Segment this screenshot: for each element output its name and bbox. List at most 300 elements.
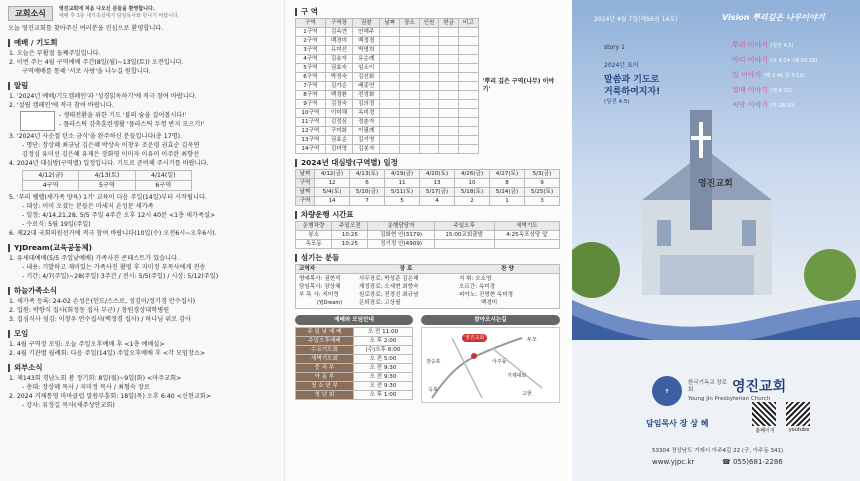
pastor: 담임목사 장 상 혜 xyxy=(646,419,709,428)
visit-cell: 구역 xyxy=(296,197,315,206)
groups-cell xyxy=(380,37,400,46)
section-groups: 구 역 xyxy=(295,8,560,16)
groups-cell xyxy=(419,91,439,100)
groups-cell xyxy=(419,28,439,37)
qr-youtube-label: youtube xyxy=(788,427,810,433)
groups-cell: 9구역 xyxy=(296,100,326,109)
denomination: 한국기독교 장로회 xyxy=(688,380,727,393)
groups-cell xyxy=(400,109,420,118)
worship-cell: 아 동 부 xyxy=(296,373,354,382)
groups-header-cell: 구역장 xyxy=(325,19,352,28)
groups-cell xyxy=(419,82,439,91)
groups-row xyxy=(296,28,479,37)
groups-cell xyxy=(419,37,439,46)
meet-item: 2. 4월 기관별 월례회: 다음 주일(14일) 주일오후예배 후 <각 모임장소> xyxy=(9,350,206,357)
notice-item: 3. '2024년 사순절 탄소 금식'을 완주하신 분들입니다(총 17명). xyxy=(9,133,183,140)
groups-cell xyxy=(380,73,400,82)
groups-cell: 14구역 xyxy=(296,145,326,154)
groups-cell: 김미영 xyxy=(325,145,352,154)
car-cell: 정기정 안(4909) xyxy=(368,240,434,249)
groups-cell xyxy=(439,46,459,55)
groups-cell: 김봉자 xyxy=(353,145,380,154)
worship-cell: 오 후 1:00 xyxy=(353,391,412,400)
visit-cell: 5/25(토) xyxy=(524,188,559,197)
visit-table xyxy=(295,169,560,206)
groups-cell: 4구역 xyxy=(296,55,326,64)
qr-code-box xyxy=(20,111,55,131)
visit-cell: 5/3(금) xyxy=(524,170,559,179)
serve-header: 장 로 xyxy=(399,266,413,272)
family-item: 1. 새가족 등록: 24-02 손성은(인도/스스로, 성김이/정기경 안수집사) xyxy=(9,298,196,305)
worship-row xyxy=(296,355,413,364)
groups-cell xyxy=(439,73,459,82)
church-building-sign: 영진교회 xyxy=(698,179,733,189)
groups-cell xyxy=(439,91,459,100)
slogan-line-2: 거룩하여지자! xyxy=(604,87,661,97)
serve-text: 부 목 사: 지미정 xyxy=(299,292,339,298)
out-item: 2. 2024 거제통영 마마클럽 말씀부흥회: 18일(목) 오후 6:40 <신현교회> xyxy=(9,393,211,400)
visit-cell: 1 xyxy=(489,197,524,206)
groups-row xyxy=(296,64,479,73)
groups-cell: 5구역 xyxy=(296,64,326,73)
menu-item: 잎 이야기 (행 2:46 창 3:13) xyxy=(732,71,805,79)
car-header-cell: 새벽기도 xyxy=(494,222,559,231)
groups-cell: 김옥연 xyxy=(325,28,352,37)
groups-cell: 이필례 xyxy=(353,127,380,136)
visit-cell: 5/24(금) xyxy=(489,188,524,197)
groups-header-cell: 헌금 xyxy=(439,19,459,28)
groups-cell xyxy=(458,55,478,64)
worship-cell: (수)오후 8:00 xyxy=(353,346,412,355)
groups-cell xyxy=(439,28,459,37)
visit-cell: 5/4(토) xyxy=(315,188,350,197)
website[interactable]: www.yjpc.kr xyxy=(652,458,695,466)
section-notice: 알림 xyxy=(8,81,276,90)
visit-cell: 14 xyxy=(315,197,350,206)
groups-cell: 백정경 xyxy=(353,37,380,46)
groups-cell xyxy=(400,55,420,64)
groups-cell: 이미해 xyxy=(325,109,352,118)
groups-cell xyxy=(400,127,420,136)
groups-cell xyxy=(458,64,478,73)
groups-cell: 11구역 xyxy=(296,118,326,127)
visit-cell: 4/20(토) xyxy=(420,170,455,179)
groups-table xyxy=(295,18,479,154)
visit-cell: 5/18(토) xyxy=(455,188,490,197)
car-table xyxy=(295,221,560,249)
car-header-cell: 운행담당자 xyxy=(368,222,434,231)
groups-row xyxy=(296,136,479,145)
visit-cell: 4/26(금) xyxy=(455,170,490,179)
visit-mini-table: 4/12(금) 4/13(토) 4/14(일) 4구역 5구역 6구역 xyxy=(22,170,192,191)
groups-cell: 권효숙 xyxy=(325,64,352,73)
groups-cell: 12구역 xyxy=(296,127,326,136)
groups-cell xyxy=(419,136,439,145)
groups-cell xyxy=(400,100,420,109)
groups-cell xyxy=(458,82,478,91)
car-row xyxy=(296,240,560,249)
news-header xyxy=(8,6,276,21)
groups-cell: 안해주 xyxy=(353,28,380,37)
news-title: 교회소식 xyxy=(8,6,53,21)
groups-cell xyxy=(400,136,420,145)
visit-row xyxy=(296,179,560,188)
visit-cell: 4/13(토) xyxy=(350,170,385,179)
section-meeting: 모임 xyxy=(8,329,276,338)
groups-row xyxy=(296,118,479,127)
groups-cell xyxy=(380,82,400,91)
groups-cell xyxy=(380,64,400,73)
groups-cell xyxy=(400,91,420,100)
motto-year: 2024년 표어 xyxy=(604,62,639,69)
yj-item: - 내용: 기발하고 재미있는 가족사진 촬영 후 지미정 부목사에게 전송 xyxy=(22,264,206,271)
welcome-line-1: 영진교회에 처음 나오신 분들을 환영합니다. xyxy=(58,6,155,12)
worship-schedule-header: 예배와 모임안내 xyxy=(295,315,413,325)
groups-cell: 유미선 xyxy=(325,46,352,55)
car-header-cell: 주일오후 xyxy=(434,222,494,231)
car-cell: 10:25 xyxy=(332,240,368,249)
groups-cell xyxy=(419,73,439,82)
qr-homepage[interactable] xyxy=(752,402,776,426)
groups-cell: 김가순 xyxy=(325,82,352,91)
groups-header-cell: 비고 xyxy=(458,19,478,28)
visit-cell: 9 xyxy=(524,179,559,188)
worship-row xyxy=(296,382,413,391)
groups-cell xyxy=(380,46,400,55)
map-label: 장승포 xyxy=(426,359,441,365)
notice-sub: - 수료식: 5월 19일(주일) xyxy=(22,221,91,228)
groups-cell: 박정숙 xyxy=(325,73,352,82)
groups-cell: 6구역 xyxy=(296,73,326,82)
groups-cell xyxy=(400,145,420,154)
groups-cell xyxy=(400,73,420,82)
groups-cell xyxy=(419,127,439,136)
groups-panel xyxy=(284,0,568,481)
groups-row xyxy=(296,37,479,46)
out-item: - 총대: 장상혜 목사 / 지미정 목사 / 최형숙 장로 xyxy=(22,384,150,391)
groups-cell: 구미화 xyxy=(325,127,352,136)
serve-text: 명예목사: 권현석 xyxy=(299,276,341,282)
worship-row xyxy=(296,328,413,337)
car-cell: 10:25 xyxy=(332,231,368,240)
out-item: 1. 제143회 경남노회 봄 정기회: 8일(월)~9일(화) <마주교회> xyxy=(9,375,182,382)
visit-cell: 10 xyxy=(455,179,490,188)
visit-cell: 4/19(금) xyxy=(385,170,420,179)
worship-row xyxy=(296,391,413,400)
groups-cell xyxy=(458,28,478,37)
worship-cell: 청 소 년 부 xyxy=(296,382,354,391)
visit-cell: 4/12(금) xyxy=(315,170,350,179)
car-cell: 봉소 xyxy=(296,231,332,240)
notice-sub: - 일정: 4/14,21,28, 5/5 주일 4주간 오후 12시 40분 <1층 새가족실> xyxy=(22,212,216,219)
notice-sub: 김정심 유미선 김은혜 유재은 장화영 이미자 이유미 이주란 최향선 xyxy=(22,151,200,158)
map-label: 옥포 xyxy=(428,387,438,393)
groups-cell: 13구역 xyxy=(296,136,326,145)
groups-cell xyxy=(400,64,420,73)
car-cell: 15:00교회출발 xyxy=(434,231,494,240)
groups-cell xyxy=(380,91,400,100)
visit-cell: 구역 xyxy=(296,179,315,188)
groups-cell xyxy=(380,55,400,64)
groups-cell xyxy=(439,109,459,118)
worship-cell: 주 일 낮 예 배 xyxy=(296,328,354,337)
groups-cell xyxy=(419,55,439,64)
groups-cell xyxy=(380,100,400,109)
section-worship: 예배 / 기도회 xyxy=(8,38,276,47)
menu-item: 뿌리 이야기 (딤전 4:5) xyxy=(732,41,794,49)
visit-cell: 7 xyxy=(350,197,385,206)
groups-cell xyxy=(458,136,478,145)
notice-item: 1. '2024년 예배/기도캠페인'과 '성경읽독하기'에 적극 참여 바랍니다. xyxy=(9,93,197,100)
section-yjdream: YJDream(교육공동체) xyxy=(8,243,276,252)
groups-row xyxy=(296,46,479,55)
groups-cell xyxy=(439,55,459,64)
groups-cell xyxy=(380,145,400,154)
groups-cell: 1구역 xyxy=(296,28,326,37)
serve-choir: 오르간: 옥미경 xyxy=(459,284,496,290)
church-logo: ✝ xyxy=(652,376,682,406)
groups-cell xyxy=(458,118,478,127)
groups-theme: '뿌리 깊은 구역(나무) 이야기' xyxy=(482,78,555,93)
qr-youtube[interactable] xyxy=(786,402,810,426)
groups-row xyxy=(296,82,479,91)
groups-cell: 김정심 xyxy=(325,118,352,127)
menu-item: 마디 이야기 (요 4:24 사6:56,58) xyxy=(732,56,818,64)
section-serve: 섬기는 분들 xyxy=(295,254,560,262)
visit-cell: 5/11(토) xyxy=(385,188,420,197)
notice-sub: - 플라스틱 감축훈련생활 '플라스틱 두껑 반지 모으기!' xyxy=(59,121,205,128)
groups-cell xyxy=(458,100,478,109)
visit-row xyxy=(296,197,560,206)
groups-cell xyxy=(419,109,439,118)
cover-panel xyxy=(572,0,860,481)
worship-item: 1. 오늘은 부활절 둘째주일입니다. xyxy=(9,50,101,57)
visit-cell: 4/27(토) xyxy=(489,170,524,179)
visit-cell: 12 xyxy=(315,179,350,188)
vision-title: Vision 뿌리깊은 나무이야기 xyxy=(722,13,825,22)
groups-cell: 정춘자 xyxy=(353,118,380,127)
groups-header-cell: 날짜 xyxy=(380,19,400,28)
visit-cell: 3 xyxy=(524,197,559,206)
serve-elder: 은퇴장로: 고상필 xyxy=(359,300,401,306)
groups-cell: 김선화 xyxy=(353,73,380,82)
serve-text: (YJDream) xyxy=(317,300,343,306)
groups-cell xyxy=(419,46,439,55)
groups-cell xyxy=(458,145,478,154)
visit-row xyxy=(296,188,560,197)
worship-cell: 청 년 회 xyxy=(296,391,354,400)
worship-cell: 오 전 9:30 xyxy=(353,364,412,373)
groups-cell xyxy=(400,37,420,46)
worship-cell: 오 전 9:30 xyxy=(353,373,412,382)
groups-row xyxy=(296,73,479,82)
yj-item: 1. 유세대예배(5/5 주일낮예배) 가족사진 콘테스트가 있습니다. xyxy=(9,255,179,262)
yj-item: - 기간: 4/7(주일)~28(주일) 3주간 / 전시: 5/5(주일) / 시상: 5/12(주일) xyxy=(22,273,219,280)
slogan-line-1: 말씀과 기도로 xyxy=(604,75,660,85)
groups-cell xyxy=(380,127,400,136)
groups-header-cell: 장소 xyxy=(400,19,420,28)
worship-row xyxy=(296,373,413,382)
groups-cell xyxy=(439,37,459,46)
car-header-cell: 운행차량 xyxy=(296,222,332,231)
groups-cell xyxy=(419,100,439,109)
groups-cell xyxy=(419,118,439,127)
notice-item: 2. '설립 캠페인'에 적극 참여 바랍니다. xyxy=(9,102,114,109)
groups-cell xyxy=(458,46,478,55)
groups-cell xyxy=(439,82,459,91)
groups-cell xyxy=(400,28,420,37)
groups-header-cell: 권찰 xyxy=(353,19,380,28)
groups-cell: 10구역 xyxy=(296,109,326,118)
groups-row xyxy=(296,109,479,118)
notice-item: 5. '푸리 웰렐(새가족 양육) 1기' 교육이 다음 주일(14일)부터 시작됩니다. xyxy=(9,194,207,201)
groups-cell: 전정화 xyxy=(353,91,380,100)
map xyxy=(421,327,560,403)
groups-row xyxy=(296,127,479,136)
groups-cell xyxy=(400,118,420,127)
serve-header: 교역자 xyxy=(299,266,316,272)
groups-cell xyxy=(458,91,478,100)
welcome-line-3: 오늘 영진교회를 찾아주신 여러분을 진심으로 환영합니다. xyxy=(8,25,164,32)
address: 53304 경상남도 거제시 아주4길 22 (구, 아주동 341) xyxy=(652,448,784,454)
groups-cell xyxy=(458,37,478,46)
groups-cell: 권효순 xyxy=(325,136,352,145)
section-outside: 외부소식 xyxy=(8,363,276,372)
map-label: 아주동 xyxy=(492,359,507,365)
groups-cell: 백경미 xyxy=(325,37,352,46)
notice-sub: - 명단: 장상혜 최규남 김은혜 박상숙 이창우 조운령 권효순 김옥연 xyxy=(22,142,200,149)
groups-cell: 7구역 xyxy=(296,82,326,91)
visit-cell: 11 xyxy=(385,179,420,188)
serve-text: 담임목사: 장상혜 xyxy=(299,284,341,290)
visit-cell: 6 xyxy=(350,179,385,188)
groups-cell xyxy=(400,82,420,91)
map-header: 찾아오시는길 xyxy=(421,315,560,325)
worship-item: 2. 이번 주는 4월 구역예배 주간(8일(월)~13일(토)) 오전입니다. xyxy=(9,59,184,66)
groups-cell xyxy=(439,127,459,136)
groups-cell xyxy=(380,118,400,127)
notice-sub: - 대상: 이미 오셨는 분들은 마세지 손성문 새가족 xyxy=(22,203,154,210)
visit-row xyxy=(296,170,560,179)
groups-cell: 8구역 xyxy=(296,91,326,100)
visit-cell: 13 xyxy=(420,179,455,188)
groups-cell xyxy=(439,136,459,145)
groups-cell: 옥미경 xyxy=(353,109,380,118)
map-label: 거제대로 xyxy=(507,373,527,379)
family-item: 3. 집심식사 섬김: 이창우 안수집사(백정경 집사) / 하나님 위로 감사 xyxy=(9,316,192,323)
visit-cell: 5/17(금) xyxy=(420,188,455,197)
menu-item: 씨앗 이야기 (마 28:20) xyxy=(732,101,796,109)
groups-cell: 박명희 xyxy=(353,46,380,55)
worship-row xyxy=(296,346,413,355)
groups-cell: 3구역 xyxy=(296,46,326,55)
groups-cell: 유순례 xyxy=(353,55,380,64)
worship-cell: 중 직 부 xyxy=(296,364,354,373)
story-label: story 1 xyxy=(604,44,625,51)
worship-cell: 새벽기도회 xyxy=(296,355,354,364)
section-car: 차량운행 시간표 xyxy=(295,211,560,219)
map-block xyxy=(421,315,560,403)
worship-cell: 주일오후예배 xyxy=(296,337,354,346)
welcome-line-2: 예배 후 1층 새가족실에서 담임목사와 만나기 바랍니다. xyxy=(58,13,180,19)
groups-cell xyxy=(458,127,478,136)
visit-cell: 4 xyxy=(420,197,455,206)
groups-cell xyxy=(439,64,459,73)
groups-cell xyxy=(439,100,459,109)
groups-cell xyxy=(400,46,420,55)
groups-cell: 배종연 xyxy=(353,82,380,91)
groups-row xyxy=(296,91,479,100)
serve-elder: 사무장로: 박성준 김은혜 xyxy=(359,276,419,282)
news-panel xyxy=(0,0,284,481)
groups-row xyxy=(296,145,479,154)
issue-date: 2024년 4월 7일(제56권 14호) xyxy=(594,16,678,23)
worship-item: 구역예배를 통해 '서로 사랑'을 나누길 원합니다. xyxy=(22,68,151,75)
serve-elder: 원로장로: 전경진 최규남 xyxy=(359,292,419,298)
slogan-ref: (딤전 4:5) xyxy=(604,99,630,105)
visit-cell: 5/10(금) xyxy=(350,188,385,197)
serve-choir: 지 휘: 오소영 xyxy=(459,276,492,282)
worship-schedule xyxy=(295,315,413,403)
section-family: 하늘가족소식 xyxy=(8,286,276,295)
groups-cell xyxy=(439,145,459,154)
story-menu xyxy=(732,38,817,113)
serve-choir: 피아노: 진명현 옥미경 xyxy=(459,292,514,298)
section-visit: 2024년 대심방(구역별) 일정 xyxy=(295,159,560,167)
car-cell xyxy=(434,240,494,249)
groups-cell xyxy=(458,73,478,82)
groups-cell: 김송자 xyxy=(325,55,352,64)
family-item: 2. 입원: 박향식 집사(회정동 집사 부군) / 창원경상대학병원 xyxy=(9,307,170,314)
visit-cell: 5 xyxy=(385,197,420,206)
groups-cell: 김정숙 xyxy=(325,100,352,109)
groups-cell xyxy=(380,109,400,118)
worship-cell: 수요기도회 xyxy=(296,346,354,355)
serve-block xyxy=(295,264,560,309)
car-row xyxy=(296,231,560,240)
car-cell: 옥포동 xyxy=(296,240,332,249)
car-header-cell: 주일오전 xyxy=(332,222,368,231)
serve-elder: 재정장로: 오세현 최향숙 xyxy=(359,284,419,290)
groups-header-cell: 구역 xyxy=(296,19,326,28)
notice-sub: - 생태전환을 위한 기도 '불의 숨을 걸어봅시다!' xyxy=(59,112,187,119)
worship-row xyxy=(296,364,413,373)
worship-cell: 오 전 5:00 xyxy=(353,355,412,364)
church-name-en: Young Jin Presbyterian Church xyxy=(688,396,771,402)
groups-cell xyxy=(439,118,459,127)
visit-cell: 날짜 xyxy=(296,170,315,179)
groups-header-cell: 인원 xyxy=(419,19,439,28)
serve-header: 찬 양 xyxy=(501,266,514,272)
menu-item: 열매 이야기 (엡 4:15) xyxy=(732,86,792,94)
car-cell xyxy=(494,240,559,249)
visit-cell: 2 xyxy=(455,197,490,206)
groups-cell xyxy=(419,64,439,73)
worship-cell: 오 후 2:00 xyxy=(353,337,412,346)
groups-row xyxy=(296,55,479,64)
groups-cell xyxy=(419,145,439,154)
groups-cell: 김기영 xyxy=(353,136,380,145)
church-name: 영진교회 xyxy=(732,379,787,395)
serve-choir: 백경미 xyxy=(481,300,498,306)
groups-cell xyxy=(380,136,400,145)
car-cell: 4:25옥포성당 앞 xyxy=(494,231,559,240)
worship-cell: 오 전 9:30 xyxy=(353,382,412,391)
worship-row xyxy=(296,337,413,346)
visit-cell: 날짜 xyxy=(296,188,315,197)
worship-cell: 오 전 11:00 xyxy=(353,328,412,337)
map-church-label: 영진교회 xyxy=(462,334,487,342)
